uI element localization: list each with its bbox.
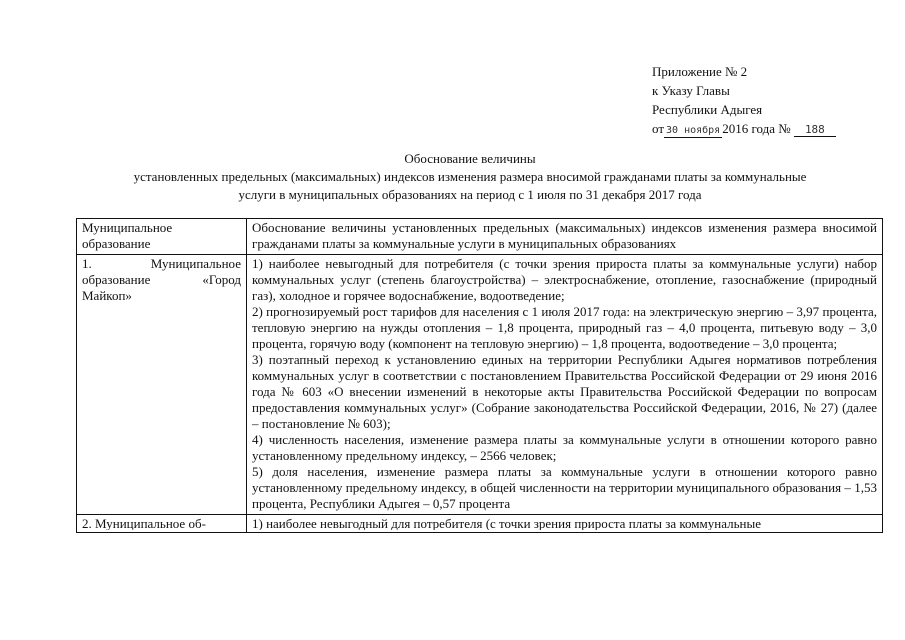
title-line-1: Обоснование величины [404,151,536,166]
justification-paragraph: 4) численность населения, изменение размера платы за коммунальные услуги в отношении которого равно установленному предельному индексу, – 2566 человек; [252,432,877,463]
justification-paragraph: 1) наиболее невыгодный для потребителя (с точки зрения прироста платы за коммунальные услуги) набор коммунальных услуг (степень благоустройства) – электроснабжение, отопление, газоснабжение (природный газ), холодное и горячее водоснабжение, водоотведение; [252,256,877,303]
appendix-decree: к Указу Главы [652,83,730,98]
row-justification [247,255,883,515]
justification-paragraph: 2) прогнозируемый рост тарифов для населения с 1 июля 2017 года: на электрическую энергию – 3,97 процента, тепловую энергию на нужды отопления – 1,8 процента, природный газ – 4,0 процента, питьевую воду – 3,0 процента, горячую воду (компонент на тепловую энергию) – 1,8 процента, водоотведение – 3,0 процента; [252,304,877,351]
row-justification [247,515,883,533]
title-line-2: установленных предельных (максимальных) индексов изменения размера вносимой гражданами платы за коммунальные [133,169,807,184]
header-justification: Обоснование величины установленных предельных (максимальных) индексов изменения размера вносимой гражданами платы за коммунальные услуги в муниципальных образованиях [247,219,883,255]
row-municipality-text: 2. Муниципальное об- [82,516,206,530]
handwritten-date: 30 ноября [666,125,721,136]
justification-paragraph: 3) поэтапный переход к установлению единых на территории Республики Адыгея нормативов потребления коммунальных услуг в соответствии с постановлением Правительства Российской Федерации от 29 июня 2016 года № 603 «О внесении изменений в некоторые акты Правительства Российской Федерации по вопросам предоставления коммунальных услуг» (Собрание законодательства Российской Федерации, 2016, № 27) (далее – постановление № 603); [252,352,877,431]
justification-paragraph: 1) наиболее невыгодный для потребителя (с точки зрения прироста платы за коммунальные [252,516,761,530]
row-municipality: 1. Муниципальное образование «Город Майкоп» [77,255,247,515]
appendix-date-line [652,119,882,138]
justification-table [76,218,883,533]
document-title [70,150,870,204]
date-prefix: от [652,121,665,136]
appendix-republic: Республики Адыгея [652,102,763,117]
header-municipality: Муниципальное образование [77,219,247,255]
table-header-row [77,219,883,255]
date-suffix: 2016 года № [722,121,791,136]
appendix-number: Приложение № 2 [652,64,748,79]
handwritten-number: 188 [794,123,836,137]
title-line-3: услуги в муниципальных образованиях на период с 1 июля по 31 декабря 2017 года [238,187,702,202]
justification-paragraph: 5) доля населения, изменение размера платы за коммунальные услуги в отношении которого равно установленному предельному индексу, в общей численности на территории муниципального образования – 1,53 процента, Республики Адыгея – 0,57 процента [252,464,877,511]
table-row [77,515,883,533]
table-row [77,255,883,515]
row-municipality [77,515,247,533]
appendix-header [652,62,882,138]
